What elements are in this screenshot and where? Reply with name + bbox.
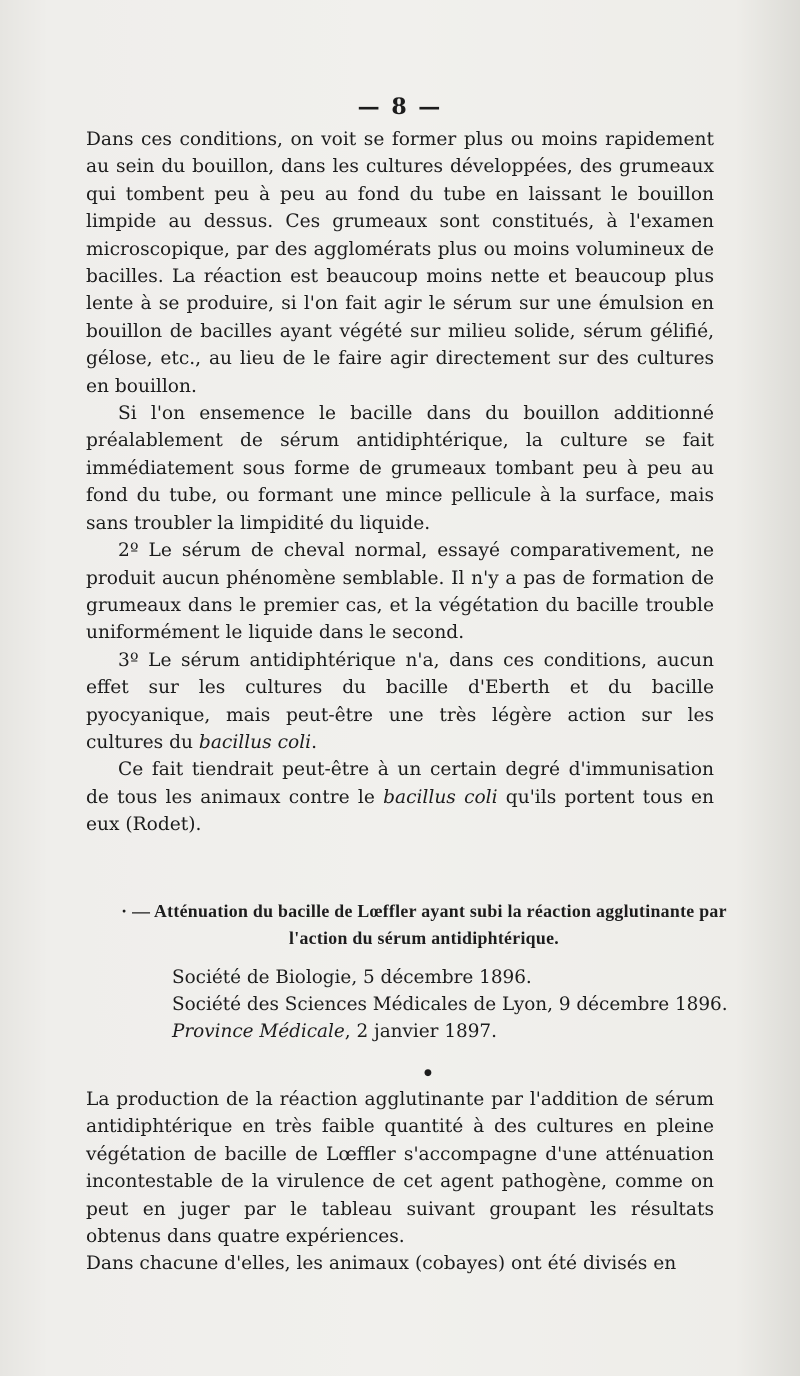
paragraph-text: qu'ils portent tous en eux (Rodet). — [86, 786, 715, 836]
journal-title: Province Médicale — [172, 1021, 345, 1042]
paragraph: Dans ces conditions, on voit se former plus ou moins rapidement au sein du bouillon, dans les cultures développées, des grumeaux qui tombent peu à peu au fond du tube en laissant le bouillon limpide au dessus. Ces grumeaux sont constitués, à l'examen microscopique, par des agglomérats plus ou moins volumineux de bacilles. La réaction est beaucoup moins nette et beaucoup plus lente à se produire, si l'on fait agir le sérum sur une émulsion en bouillon de bacilles ayant végété sur milieu solide, sérum gélifié, gélose, etc., au lieu de le faire agir directement sur des cultures en bouillon. — [86, 129, 714, 397]
paragraph — [86, 647, 714, 757]
paragraph: La production de la réaction agglutinante par l'addition de sérum antidiphtérique en très faible quantité à des cultures en pleine végétation de bacille de Lœffler s'accompagne d'une atténuation incontestable de la virulence de cet agent pathogène, comme on peut en juger par le tableau suivant groupant les résultats obtenus dans quatre expériences. — [86, 1089, 714, 1248]
paragraph-text: 3º Le sérum antidiphtérique n'a, dans ces conditions, aucun effet sur les cultures du bacille d'Eberth et du bacille pyocyanique, mais peut-être une très légère action sur les cultures du — [86, 649, 714, 753]
reference — [172, 1018, 732, 1045]
paragraph-text: Ce fait tiendrait peut-être à un certain degré d'immunisation de tous les animaux contre le — [86, 759, 714, 808]
paragraph: Dans chacune d'elles, les animaux (cobayes) ont été divisés en — [86, 1253, 677, 1275]
text-block-bottom — [86, 1086, 714, 1278]
dot-ornament: ● — [424, 1068, 432, 1078]
paragraph — [86, 756, 714, 838]
italic-term: bacillus coli — [383, 786, 498, 808]
reference: Société des Sciences Médicales de Lyon, 9 décembre 1896. — [172, 994, 728, 1015]
reference: Société de Biologie, 5 décembre 1896. — [172, 967, 532, 988]
references — [172, 964, 732, 1045]
reference-date: , 2 janvier 1897. — [344, 1021, 497, 1042]
page-number: — 8 — — [357, 94, 443, 120]
section-heading: · — Atténuation du bacille de Lœffler ayant subi la réaction agglutinante par l'action du sérum antidiphtérique. — [121, 901, 727, 948]
text-block-top — [86, 126, 714, 839]
italic-term: bacillus coli — [198, 731, 312, 753]
paragraph-text: . — [311, 731, 318, 753]
paragraph: 2º Le sérum de cheval normal, essayé comparativement, ne produit aucun phénomène semblable. Il n'y a pas de formation de grumeaux dans le premier cas, et la végétation du bacille trouble uniformément le liquide dans le second. — [86, 540, 714, 644]
paragraph: Si l'on ensemence le bacille dans du bouillon additionné préalablement de sérum antidiphtérique, la culture se fait immédiatement sous forme de grumeaux tombant peu à peu au fond du tube, ou formant une mince pellicule à la surface, mais sans troubler la limpidité du liquide. — [86, 403, 714, 534]
